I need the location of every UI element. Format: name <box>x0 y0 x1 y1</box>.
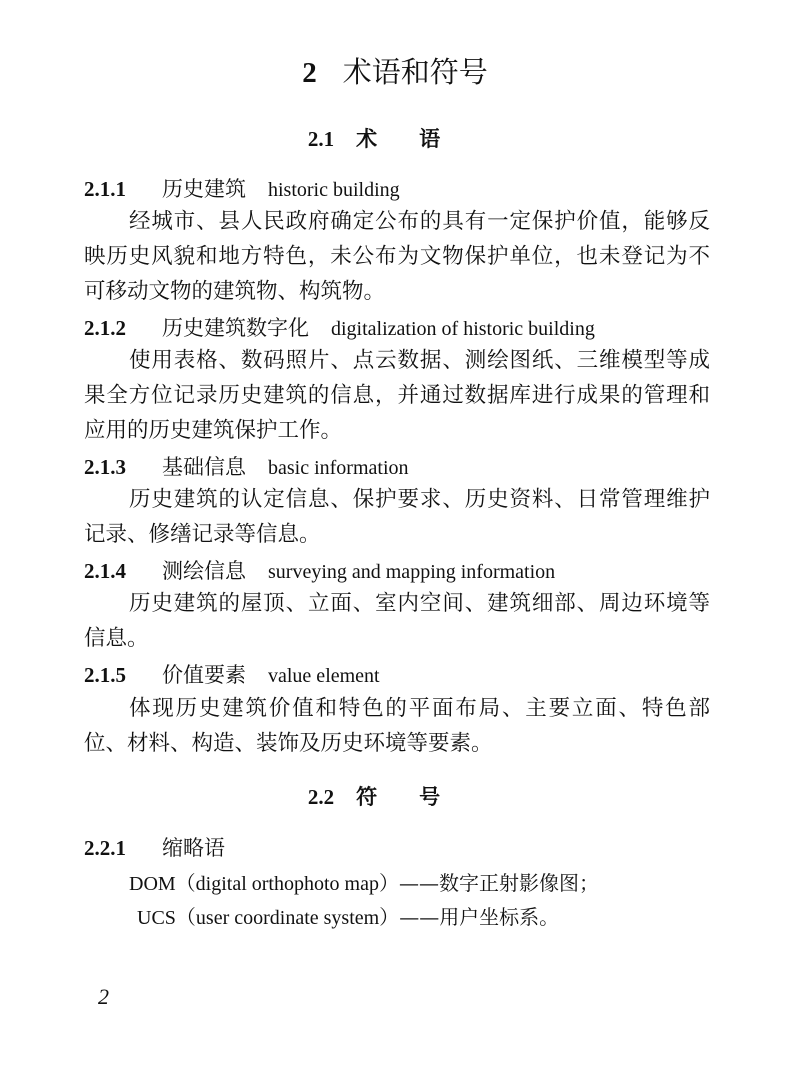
term-heading <box>84 660 380 691</box>
chapter-title-text: 术语和符号 <box>342 55 488 89</box>
term-number: 2.1.2 <box>84 316 126 340</box>
abbreviation-item <box>129 868 599 899</box>
abbreviation-item <box>137 902 559 933</box>
term-definition-line: 使用表格、数码照片、点云数据、测绘图纸、三维模型等成 <box>129 348 710 373</box>
term-definition-line: 历史建筑的认定信息、保护要求、历史资料、日常管理维护 <box>129 487 710 512</box>
term-heading <box>84 174 400 205</box>
term-definition-line: 体现历史建筑价值和特色的平面布局、主要立面、特色部 <box>129 696 710 721</box>
term-chinese: 历史建筑数字化 <box>162 316 309 340</box>
term-english: value element <box>268 665 380 687</box>
section-title-text: 术语 <box>356 126 483 151</box>
section-title-terms <box>0 124 790 154</box>
page-number: 2 <box>98 984 109 1009</box>
section-number: 2.2 <box>307 785 335 809</box>
term-chinese: 基础信息 <box>162 455 246 479</box>
term-chinese: 历史建筑 <box>162 177 246 201</box>
term-heading <box>84 452 409 483</box>
term-definition-line: 果全方位记录历史建筑的信息，并通过数据库进行成果的管理和 <box>84 383 710 408</box>
abbreviation-meaning: ——数字正射影像图； <box>398 871 599 895</box>
abbreviation-heading <box>84 833 247 863</box>
term-number: 2.1.5 <box>84 663 126 687</box>
term-english: surveying and mapping information <box>268 561 556 583</box>
abbreviation-number: 2.2.1 <box>84 836 126 860</box>
section-number: 2.1 <box>307 127 335 151</box>
term-definition-line: 信息。 <box>84 626 149 651</box>
term-chinese: 测绘信息 <box>162 559 246 583</box>
section-title-text: 符号 <box>356 784 483 809</box>
abbreviation-title: 缩略语 <box>162 836 225 860</box>
term-definition-line: 历史建筑的屋顶、立面、室内空间、建筑细部、周边环境等 <box>129 591 710 616</box>
term-definition-line: 可移动文物的建筑物、构筑物。 <box>84 279 386 304</box>
abbreviation-meaning: ——用户坐标系。 <box>399 905 560 929</box>
term-chinese: 价值要素 <box>162 663 246 687</box>
term-english: digitalization of historic building <box>331 318 595 340</box>
section-title-symbols <box>0 782 790 812</box>
abbreviation-term: UCS（user coordinate system） <box>137 907 400 929</box>
term-number: 2.1.4 <box>84 559 126 583</box>
term-definition-line: 位、材料、构造、装饰及历史环境等要素。 <box>84 731 493 756</box>
chapter-title <box>0 52 790 93</box>
term-definition-line: 经城市、县人民政府确定公布的具有一定保护价值，能够反 <box>129 209 710 234</box>
term-english: basic information <box>268 457 409 479</box>
term-heading <box>84 313 595 344</box>
abbreviation-term: DOM（digital orthophoto map） <box>129 873 399 895</box>
term-english: historic building <box>268 179 400 201</box>
term-definition-line: 应用的历史建筑保护工作。 <box>84 418 343 443</box>
term-heading <box>84 556 555 587</box>
term-definition-line: 映历史风貌和地方特色，未公布为文物保护单位，也未登记为不 <box>84 244 710 269</box>
term-definition-line: 记录、修缮记录等信息。 <box>84 522 321 547</box>
term-number: 2.1.3 <box>84 455 126 479</box>
chapter-number: 2 <box>302 57 317 89</box>
term-number: 2.1.1 <box>84 177 126 201</box>
